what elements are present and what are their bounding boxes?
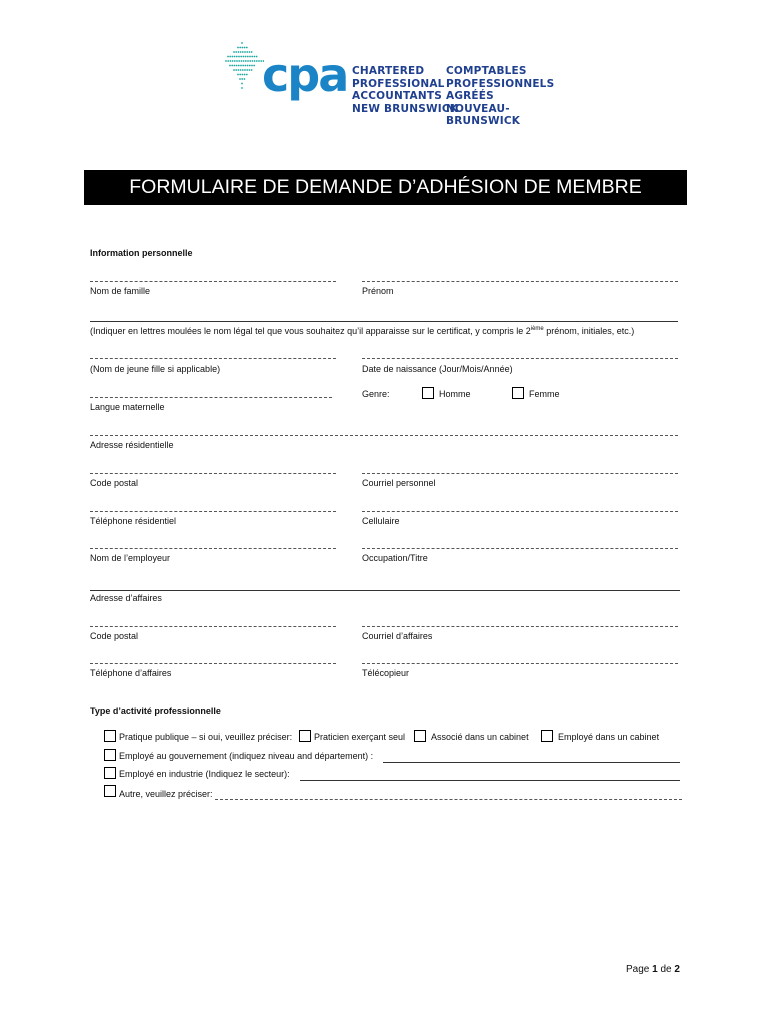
employe-cabinet-checkbox[interactable]: [541, 730, 553, 742]
occupation-label: Occupation/Titre: [362, 553, 428, 563]
homme-label: Homme: [439, 389, 471, 399]
activity-heading: Type d’activité professionnelle: [90, 706, 221, 716]
adresse-affaires-field[interactable]: [90, 590, 680, 591]
employeur-field[interactable]: [90, 548, 336, 549]
telephone-residentiel-field[interactable]: [90, 511, 336, 512]
courriel-personnel-field[interactable]: [362, 473, 678, 474]
employeur-label: Nom de l’employeur: [90, 553, 171, 563]
homme-checkbox[interactable]: [422, 387, 434, 399]
telephone-affaires-label: Téléphone d’affaires: [90, 668, 172, 678]
autre-field[interactable]: [215, 799, 682, 800]
code-postal-label: Code postal: [90, 478, 139, 488]
org-name-fr: COMPTABLES PROFESSIONNELS AGRÉÉS NOUVEAU-BRUNSWICK: [446, 65, 555, 127]
cellulaire-field[interactable]: [362, 511, 678, 512]
cellulaire-label: Cellulaire: [362, 516, 400, 526]
prenom-field[interactable]: [362, 281, 678, 282]
femme-checkbox[interactable]: [512, 387, 524, 399]
gouvernement-label: Employé au gouvernement (indiquez niveau and département) :: [119, 751, 374, 761]
cpa-dot-pattern-icon: [224, 40, 264, 100]
page-number: Page 1 de 2: [626, 964, 680, 975]
industrie-label: Employé en industrie (Indiquez le secteur):: [119, 769, 290, 779]
praticien-checkbox[interactable]: [299, 730, 311, 742]
personal-info-heading: Information personnelle: [90, 248, 193, 258]
nom-jeune-fille-label: (Nom de jeune fille si applicable): [90, 364, 221, 374]
autre-checkbox[interactable]: [104, 785, 116, 797]
autre-label: Autre, veuillez préciser:: [119, 789, 213, 799]
gouvernement-checkbox[interactable]: [104, 749, 116, 761]
langue-maternelle-field[interactable]: [90, 397, 332, 398]
adresse-residentielle-field[interactable]: [90, 435, 678, 436]
telephone-residentiel-label: Téléphone résidentiel: [90, 516, 177, 526]
industrie-checkbox[interactable]: [104, 767, 116, 779]
nom-legal-field[interactable]: [90, 321, 678, 322]
praticien-label: Praticien exerçant seul: [314, 732, 406, 742]
legal-name-note: (Indiquer en lettres moulées le nom légal tel que vous souhaitez qu’il apparaisse sur le certificat, y compris le 2ième prénom, initiales, etc.): [90, 326, 635, 336]
cpa-logo: [222, 40, 582, 127]
occupation-field[interactable]: [362, 548, 678, 549]
form-title: FORMULAIRE DE DEMANDE D’ADHÉSION DE MEMBRE: [84, 170, 687, 205]
gouvernement-field[interactable]: [383, 762, 680, 763]
nom-jeune-fille-field[interactable]: [90, 358, 336, 359]
adresse-residentielle-label: Adresse résidentielle: [90, 440, 174, 450]
nom-famille-label: Nom de famille: [90, 286, 151, 296]
courriel-personnel-label: Courriel personnel: [362, 478, 436, 488]
langue-maternelle-label: Langue maternelle: [90, 402, 165, 412]
adresse-affaires-label: Adresse d’affaires: [90, 593, 162, 603]
associe-label: Associé dans un cabinet: [431, 732, 529, 742]
pratique-publique-label: Pratique publique – si oui, veuillez préciser:: [119, 732, 293, 742]
org-name-en: CHARTERED PROFESSIONAL ACCOUNTANTS NEW BRUNSWICK: [352, 65, 459, 115]
prenom-label: Prénom: [362, 286, 394, 296]
telecopieur-label: Télécopieur: [362, 668, 410, 678]
industrie-field[interactable]: [300, 780, 680, 781]
date-naissance-label: Date de naissance (Jour/Mois/Année): [362, 364, 513, 374]
telecopieur-field[interactable]: [362, 663, 678, 664]
code-postal-field[interactable]: [90, 473, 336, 474]
courriel-affaires-field[interactable]: [362, 626, 678, 627]
telephone-affaires-field[interactable]: [90, 663, 336, 664]
date-naissance-field[interactable]: [362, 358, 678, 359]
code-postal-affaires-label: Code postal: [90, 631, 139, 641]
associe-checkbox[interactable]: [414, 730, 426, 742]
femme-label: Femme: [529, 389, 560, 399]
code-postal-affaires-field[interactable]: [90, 626, 336, 627]
nom-famille-field[interactable]: [90, 281, 336, 282]
employe-cabinet-label: Employé dans un cabinet: [558, 732, 660, 742]
genre-label: Genre:: [362, 389, 390, 399]
courriel-affaires-label: Courriel d’affaires: [362, 631, 433, 641]
cpa-logo-text: cpa: [262, 48, 348, 102]
pratique-publique-checkbox[interactable]: [104, 730, 116, 742]
